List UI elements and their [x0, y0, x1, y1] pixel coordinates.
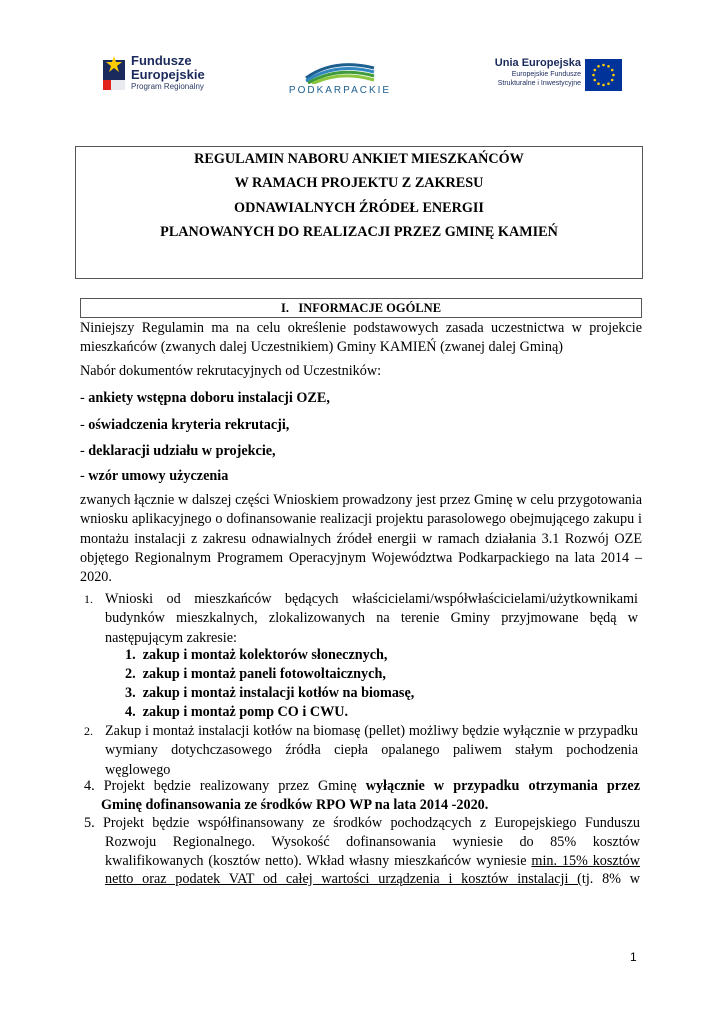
sub-item: 2. zakup i montaż paneli fotowoltaicznych, — [125, 666, 386, 682]
title-line-3: ODNAWIALNYCH ŹRÓDEŁ ENERGII — [234, 200, 484, 216]
title-line-2: W RAMACH PROJEKTU Z ZAKRESU — [234, 175, 484, 191]
item-5-line-3: kwalifikowanych (kosztów netto). Wkład własny mieszkańców wyniesie min. 15% kosztów — [105, 853, 640, 869]
section-number: I. — [280, 301, 289, 315]
item-5-line-2: Rozwoju Regionalnego. Wysokość dofinansowania wyniesie do 85% kosztów — [105, 834, 640, 850]
fe-line3: Program Regionalny — [131, 82, 204, 91]
item-2-text: Zakup i montaż instalacji kotłów na biomasę (pellet) możliwy będzie wyłącznie w przypadku wymiany dotychczasowego źródła ciepła opalanego paliwem stałym pochodzenia węglowego — [105, 723, 638, 778]
sub-item: 3. zakup i montaż instalacji kotłów na biomasę, — [125, 685, 415, 701]
eu-flag-icon — [585, 59, 622, 91]
podkarpackie-text: PODKARPACKIE — [288, 85, 392, 96]
page-number: 1 — [630, 950, 637, 964]
fundusze-europejskie-mark-icon — [101, 54, 127, 92]
doc-item: - wzór umowy użyczenia — [80, 468, 229, 484]
sub-item: 1. zakup i montaż kolektorów słonecznych, — [125, 647, 388, 663]
regulation-title-box — [75, 146, 643, 279]
doc-item: - ankiety wstępna doboru instalacji OZE, — [80, 390, 330, 406]
fundusze-europejskie-logo — [101, 52, 221, 96]
docs-heading: Nabór dokumentów rekrutacyjnych od Uczestników: — [80, 363, 382, 379]
item-4-line-1: 4. Projekt będzie realizowany przez Gminę wyłącznie w przypadku otrzymania przez — [84, 778, 640, 794]
podkarpackie-logo — [286, 56, 396, 100]
intro-paragraph: Niniejszy Regulamin ma na celu określenie podstawowych zasada uczestnictwa w projekcie mieszkańców (zwanych dalej Uczestnikiem) Gminy KAMIEŃ (zwanej dalej Gminą) — [80, 320, 642, 356]
section-title: INFORMACJE OGÓLNE — [298, 301, 442, 315]
ue-line2: Europejskie Fundusze — [511, 71, 581, 78]
unia-europejska-logo — [481, 57, 623, 97]
fe-line2: Europejskie — [131, 67, 205, 82]
section-header — [80, 298, 642, 318]
title-line-1: REGULAMIN NABORU ANKIET MIESZKAŃCÓW — [194, 151, 524, 167]
sub-item: 4. zakup i montaż pomp CO i CWU. — [125, 704, 349, 720]
podkarpackie-hills-icon — [304, 56, 376, 84]
item-number: 1. — [84, 592, 93, 606]
item-5-line-4: netto oraz podatek VAT od całej wartości urządzenia i kosztów instalacji (tj. 8% w — [105, 871, 640, 887]
ue-line3: Strukturalne i Inwestycyjne — [497, 80, 581, 87]
summary-paragraph: zwanych łącznie w dalszej części Wnioskiem prowadzony jest przez Gminę w celu przygotowania wniosku aplikacyjnego o dofinansowanie realizacji projektu parasolowego obejmującego zakupu i montażu instalacji z zakresu odnawialnych źródeł energii w ramach działania 3.1 Rozwój OZE objętego Regionalnym Programem Operacyjnym Województwa Podkarpackiego na lata 2014 – 2020. — [80, 492, 642, 586]
title-line-4: PLANOWANYCH DO REALIZACJI PRZEZ GMINĘ KAMIEŃ — [160, 224, 558, 240]
item-number: 2. — [84, 724, 93, 738]
fe-line1: Fundusze — [131, 53, 192, 68]
item-1-text: Wnioski od mieszkańców będących właścicielami/współwłaścicielami/użytkownikami budynków mieszkalnych, zlokalizowanych na terenie Gminy przyjmowane będą w następującym zakresie: — [105, 591, 638, 646]
ue-line1: Unia Europejska — [494, 57, 581, 69]
doc-item: - oświadczenia kryteria rekrutacji, — [80, 417, 290, 433]
item-4-line-2: Gminę dofinansowania ze środków RPO WP na lata 2014 -2020. — [101, 797, 489, 813]
doc-item: - deklaracji udziału w projekcie, — [80, 443, 276, 459]
item-5-line-1: 5. Projekt będzie współfinansowany ze środków pochodzących z Europejskiego Funduszu — [84, 815, 640, 831]
